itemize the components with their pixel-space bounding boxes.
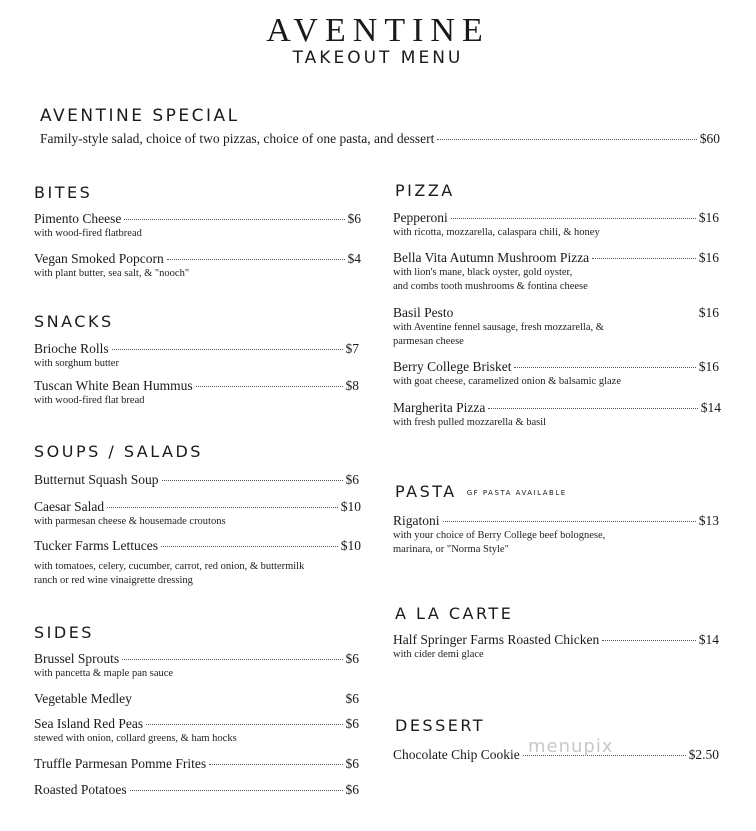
item-description: marinara, or "Norma Style" [393, 544, 509, 555]
item-name: Chocolate Chip Cookie [393, 747, 520, 762]
item-description: and combs tooth mushrooms & fontina cheese [393, 281, 588, 292]
item-name: Basil Pesto [393, 305, 454, 320]
item-price: $2.50 [688, 747, 719, 762]
section-title-snacks: SNACKS [34, 312, 114, 331]
item-description: with cider demi glace [393, 649, 484, 660]
item-name: Vegan Smoked Popcorn [34, 251, 164, 266]
item-name: Margherita Pizza [393, 400, 486, 415]
item-description: with goat cheese, caramelized onion & balsamic glaze [393, 376, 621, 387]
item-name: Vegetable Medley [34, 691, 132, 706]
item-name: Truffle Parmesan Pomme Frites [34, 756, 207, 771]
item-name: Tucker Farms Lettuces [34, 538, 158, 553]
item-description: ranch or red wine vinaigrette dressing [34, 575, 193, 586]
item-description: with plant butter, sea salt, & "nooch" [34, 268, 190, 279]
menu-item-special [40, 131, 720, 147]
item-price: $6 [345, 691, 359, 706]
item-price: $16 [698, 305, 719, 320]
menu-item [393, 400, 721, 430]
item-description: with your choice of Berry College beef bolognese, [393, 530, 606, 541]
menu-item [34, 756, 359, 772]
menu-item [34, 472, 359, 488]
dot-leader [514, 367, 695, 368]
item-price: $10 [340, 499, 361, 514]
menu-subtitle: TAKEOUT MENU [292, 48, 464, 68]
menu-item [34, 691, 359, 707]
dot-leader [488, 408, 697, 409]
menu-item [34, 538, 361, 588]
menu-item [393, 359, 719, 389]
item-description: with wood-fired flatbread [34, 228, 142, 239]
item-name: Caesar Salad [34, 499, 105, 514]
item-price: $6 [345, 716, 359, 731]
item-name: Brioche Rolls [34, 341, 109, 356]
item-price: $6 [345, 472, 359, 487]
section-title-sides: SIDES [34, 623, 94, 642]
section-title-text: PASTA [395, 482, 457, 501]
item-description: with ricotta, mozzarella, calaspara chili, & honey [393, 227, 600, 238]
menu-item [34, 651, 359, 681]
menu-item [34, 716, 359, 746]
menu-item [393, 513, 719, 557]
item-price: $16 [698, 359, 719, 374]
dot-leader [161, 546, 338, 547]
gf-note: GF PASTA AVAILABLE [466, 488, 567, 497]
section-title-soups-salads: SOUPS / SALADS [34, 442, 203, 461]
menu-item [34, 341, 359, 371]
menu-item [393, 250, 719, 294]
item-description: with sorghum butter [34, 358, 119, 369]
item-name: Bella Vita Autumn Mushroom Pizza [393, 250, 590, 265]
item-price: $60 [699, 131, 720, 146]
item-description: with lion's mane, black oyster, gold oyster, [393, 267, 573, 278]
section-title-dessert: DESSERT [395, 716, 486, 735]
section-title-bites: BITES [34, 183, 93, 202]
watermark: menupix [528, 736, 614, 757]
section-title-pasta [395, 482, 567, 501]
dot-leader [112, 349, 343, 350]
item-price: $16 [698, 210, 719, 225]
menu-item [34, 378, 359, 408]
section-title-pizza: PIZZA [395, 181, 455, 200]
item-price: $13 [698, 513, 719, 528]
item-name: Half Springer Farms Roasted Chicken [393, 632, 600, 647]
item-description: with wood-fired flat bread [34, 395, 145, 406]
item-name: Butternut Squash Soup [34, 472, 159, 487]
item-price: $6 [347, 211, 361, 226]
item-description: stewed with onion, collard greens, & ham hocks [34, 733, 237, 744]
dot-leader [122, 659, 342, 660]
item-price: $8 [345, 378, 359, 393]
item-price: $6 [345, 756, 359, 771]
item-price: $4 [347, 251, 361, 266]
item-description: with fresh pulled mozzarella & basil [393, 417, 547, 428]
dot-leader [209, 764, 342, 765]
dot-leader [443, 521, 696, 522]
item-price: $7 [345, 341, 359, 356]
menu-item [393, 305, 719, 349]
item-name: Berry College Brisket [393, 359, 512, 374]
restaurant-name: AVENTINE [266, 12, 490, 49]
section-title-a-la-carte: A LA CARTE [395, 604, 514, 623]
dot-leader [602, 640, 696, 641]
dot-leader [124, 219, 344, 220]
item-name: Family-style salad, choice of two pizzas, choice of one pasta, and dessert [40, 131, 435, 146]
dot-leader [196, 386, 343, 387]
menu-item [34, 211, 361, 241]
dot-leader [135, 699, 343, 700]
item-price: $14 [700, 400, 721, 415]
item-description: with pancetta & maple pan sauce [34, 668, 174, 679]
item-price: $16 [698, 250, 719, 265]
dot-leader [107, 507, 338, 508]
dot-leader [146, 724, 342, 725]
dot-leader [592, 258, 696, 259]
menu-item [393, 210, 719, 240]
dot-leader [437, 139, 696, 140]
item-description: with Aventine fennel sausage, fresh mozzarella, & [393, 322, 604, 333]
menu-item [34, 251, 361, 281]
menu-item [393, 632, 719, 662]
item-price: $6 [345, 651, 359, 666]
menu-item [34, 782, 359, 798]
section-title-special: AVENTINE SPECIAL [40, 106, 240, 126]
item-description: with tomatoes, celery, cucumber, carrot, red onion, & buttermilk [34, 561, 305, 572]
item-name: Sea Island Red Peas [34, 716, 144, 731]
item-name: Rigatoni [393, 513, 440, 528]
item-name: Roasted Potatoes [34, 782, 127, 797]
item-price: $14 [698, 632, 719, 647]
item-price: $6 [345, 782, 359, 797]
item-description: with parmesan cheese & housemade croutons [34, 516, 226, 527]
item-price: $10 [340, 538, 361, 553]
item-name: Pepperoni [393, 210, 448, 225]
item-description: parmesan cheese [393, 336, 464, 347]
dot-leader [451, 218, 696, 219]
item-name: Tuscan White Bean Hummus [34, 378, 193, 393]
item-name: Pimento Cheese [34, 211, 122, 226]
dot-leader [130, 790, 343, 791]
dot-leader [167, 259, 345, 260]
dot-leader [456, 313, 695, 314]
menu-item [34, 499, 361, 529]
dot-leader [162, 480, 343, 481]
item-name: Brussel Sprouts [34, 651, 120, 666]
